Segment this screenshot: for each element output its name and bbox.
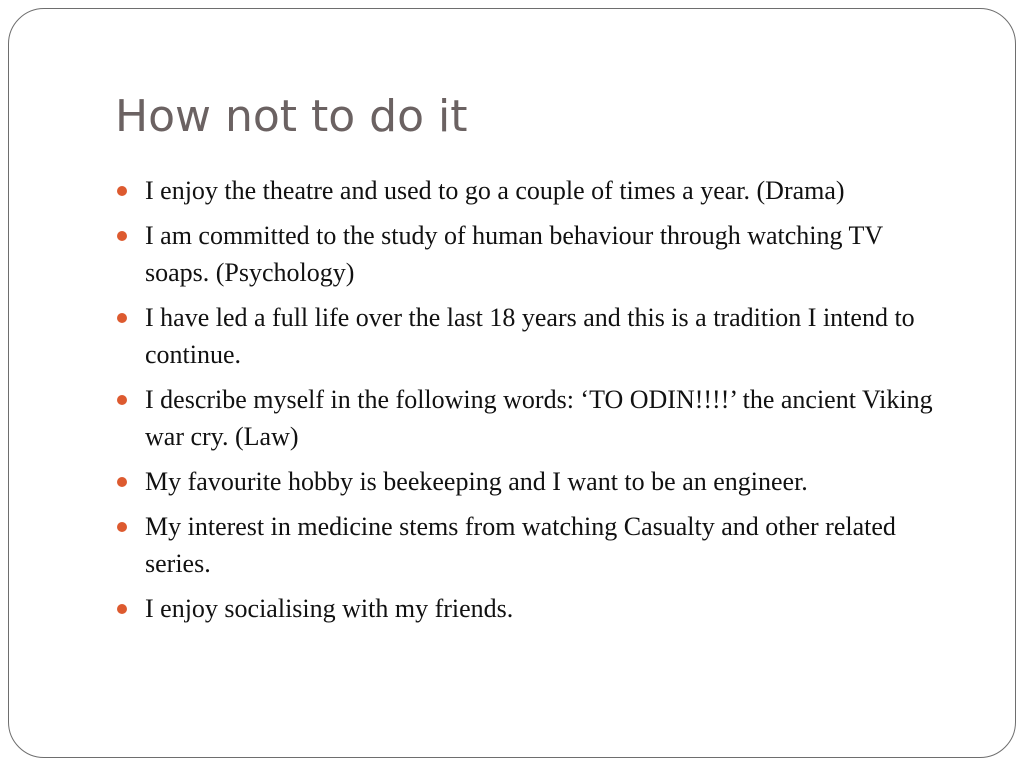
bullet-dot-icon bbox=[117, 477, 127, 487]
bullet-dot-icon bbox=[117, 313, 127, 323]
bullet-item bbox=[117, 172, 952, 209]
bullet-dot-icon bbox=[117, 604, 127, 614]
bullet-text: My interest in medicine stems from watching Casualty and other related series. bbox=[145, 512, 896, 578]
bullet-text: I describe myself in the following words: ‘TO ODIN!!!!’ the ancient Viking war cry. (Law) bbox=[145, 385, 933, 451]
slide-title: How not to do it bbox=[115, 91, 468, 142]
bullet-item bbox=[117, 299, 952, 373]
bullet-item bbox=[117, 463, 952, 500]
bullet-text: My favourite hobby is beekeeping and I want to be an engineer. bbox=[145, 467, 808, 496]
bullet-item bbox=[117, 217, 952, 291]
bullet-dot-icon bbox=[117, 186, 127, 196]
bullet-list bbox=[117, 172, 952, 635]
bullet-item bbox=[117, 381, 952, 455]
bullet-text: I enjoy socialising with my friends. bbox=[145, 594, 514, 623]
bullet-text: I enjoy the theatre and used to go a couple of times a year. (Drama) bbox=[145, 176, 845, 205]
bullet-text: I have led a full life over the last 18 years and this is a tradition I intend to continue. bbox=[145, 303, 915, 369]
slide-frame bbox=[8, 8, 1016, 758]
bullet-item bbox=[117, 508, 952, 582]
bullet-dot-icon bbox=[117, 395, 127, 405]
bullet-dot-icon bbox=[117, 522, 127, 532]
bullet-dot-icon bbox=[117, 231, 127, 241]
bullet-item bbox=[117, 590, 952, 627]
bullet-text: I am committed to the study of human behaviour through watching TV soaps. (Psychology) bbox=[145, 221, 883, 287]
